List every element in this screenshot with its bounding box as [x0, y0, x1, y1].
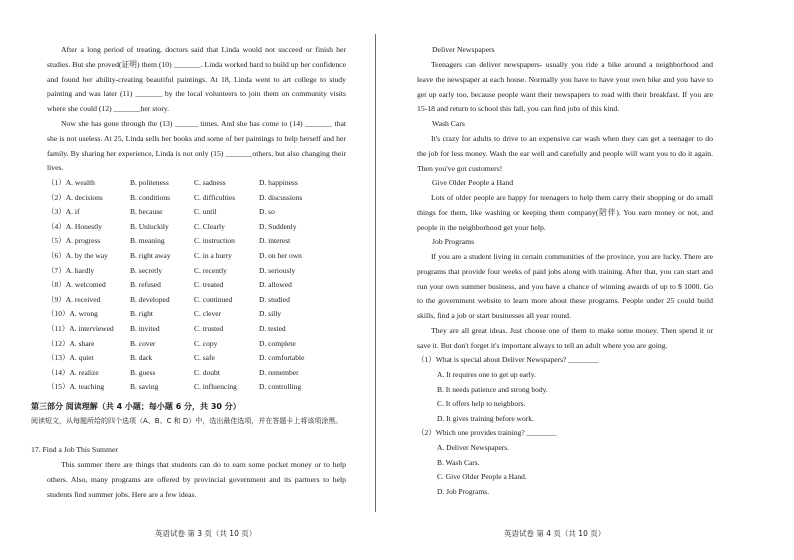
option-row: （4）A. Honestly B. Unluckily C. Clearly D. Suddenly: [47, 221, 297, 231]
heading-deliver-newspapers: Deliver Newspapers: [432, 45, 495, 54]
option-row: （14）A. realize B. guess C. doubt D. remember: [47, 367, 299, 377]
question-2: [417, 426, 717, 500]
page-footer: 英语试卷 第 3 页（共 10 页）: [155, 529, 257, 538]
deliver-newspapers-text: Teenagers can deliver newspapers- usually you ride a bike around a neighborhood and leave the newspaper at each house. Normally you have to have your own bike and you have to get up early too, because people want their newspapers to read with their breakfast. If you are 15-18 and return to school this fall, you can find jobs of this kind.: [417, 60, 713, 114]
option-row: （2）A. decisions B. conditions C. difficulties D. discussions: [47, 192, 303, 202]
option-row: （9）A. received B. developed C. continued D. studied: [47, 294, 290, 304]
option-row: （3）A. if B. because C. until D. so: [47, 207, 275, 217]
option-row: （15）A. teaching B. saving C. influencing D. controlling: [47, 382, 302, 392]
option-row: （1）A. wealth B. politeness C. sadness D. happiness: [47, 178, 298, 187]
question-2-stem: （2）Which one provides training? ________: [417, 428, 557, 437]
passage-paragraph-2: Now she has gone through the (13) ______ times. And she has come to (14) _______ that she is not useless. At 25, Linda sells her books and some of her paintings to help herself and her family. By sharing her experience, Linda is not only (15) _______others, but also changing their lives.: [47, 119, 346, 173]
wash-cars-text: It's crazy for adults to drive to an expensive car wash when they can get a teenager to do the job for less money. Wash the ear well and carefully and people will want you to do it again. Then you've got customers!: [417, 134, 713, 173]
question-1-option-b: B. It needs patience and strong body.: [437, 384, 548, 394]
heading-wash-cars: Wash Cars: [432, 119, 465, 128]
option-row: （7）A. hardly B. secretly C. recently D. seriously: [47, 265, 296, 275]
give-older-people-text: Lots of older people are happy for teenagers to help them carry their shopping or do small things for them, like washing or keeping them company(陪伴). You earn money or not, and people in the neighborhood get your help.: [417, 193, 713, 232]
question-1-stem: （1）What is special about Deliver Newspapers? ________: [417, 355, 599, 364]
section-heading: 第三部分 阅读理解（共 4 小题；每小题 6 分，共 30 分）: [31, 402, 241, 411]
question-1-option-c: C. It offers help to neighbors.: [437, 399, 526, 409]
question-2-option-d: D. Job Programs.: [437, 487, 490, 497]
question-1-option-d: D. It gives training before work.: [437, 414, 534, 424]
question-2-option-c: C. Give Older People a Hand.: [437, 472, 527, 482]
passage-paragraph-1: After a long period of treating, doctors said that Linda would not succeed or finish her studies. But she proved(证明) them (10) _______. Linda worked hard to build up her confidence and found her ability-creating beautiful paintings. At 18, Linda went to art college to study painting and was later (11) _______ by the local volunteers to join them on community visits where she could (12) _______her story.: [47, 45, 346, 114]
option-row: （5）A. progress B. meaning C. instruction D. interest: [47, 236, 291, 246]
question-1: [417, 353, 717, 427]
option-row: （8）A. welcomed B. refused C. treated D. allowed: [47, 280, 292, 290]
option-row: （12）A. share B. cover C. copy D. complete: [47, 338, 296, 348]
question-17-title: 17. Find a Job This Summer: [31, 445, 118, 454]
question-1-option-a: A. It requires one to get up early.: [437, 369, 536, 379]
section-instructions: 阅读短文，从每题所给的四个选项（A、B、C 和 D）中，选出最佳选项，并在答题卡上将该项涂黑。: [31, 417, 343, 425]
option-row: （6）A. by the way B. right away C. in a hurry D. on her own: [47, 250, 302, 260]
page-footer: 英语试卷 第 4 页（共 10 页）: [504, 529, 606, 538]
option-row: （10）A. wrong B. right C. clever D. silly: [47, 309, 282, 319]
question-2-option-b: B. Wash Cars.: [437, 457, 480, 467]
question-2-option-a: A. Deliver Newspapers.: [437, 442, 510, 452]
q17-intro-paragraph: This summer there are things that students can do to earn some pocket money or to help others. Also, many programs are offered by provincial government and its partners to help students find summer jobs. Here are a few ideas.: [47, 460, 346, 499]
option-row: （11）A. interviewed B. invited C. trusted D. tested: [47, 323, 286, 333]
heading-give-older-people-a-hand: Give Older People a Hand: [432, 178, 514, 187]
option-row: （13）A. quiet B. dark C. safe D. comfortable: [47, 353, 305, 363]
closing-paragraph: They are all great ideas. Just choose one of them to make some money. Then spend it or save it. But don't forget it's important always to tell an adult where you are going.: [417, 326, 713, 350]
heading-job-programs: Job Programs: [432, 237, 475, 246]
job-programs-text: If you are a student living in certain communities of the province, you are lucky. There are programs that provide four weeks of paid jobs along with training. After that, you can start and run your own summer business, and you have a chance of winning awards of up to $ 1000. Go to the government website to learn more about these programs. People under 25 could build skills, find a job or start businesses all year round.: [417, 252, 713, 321]
